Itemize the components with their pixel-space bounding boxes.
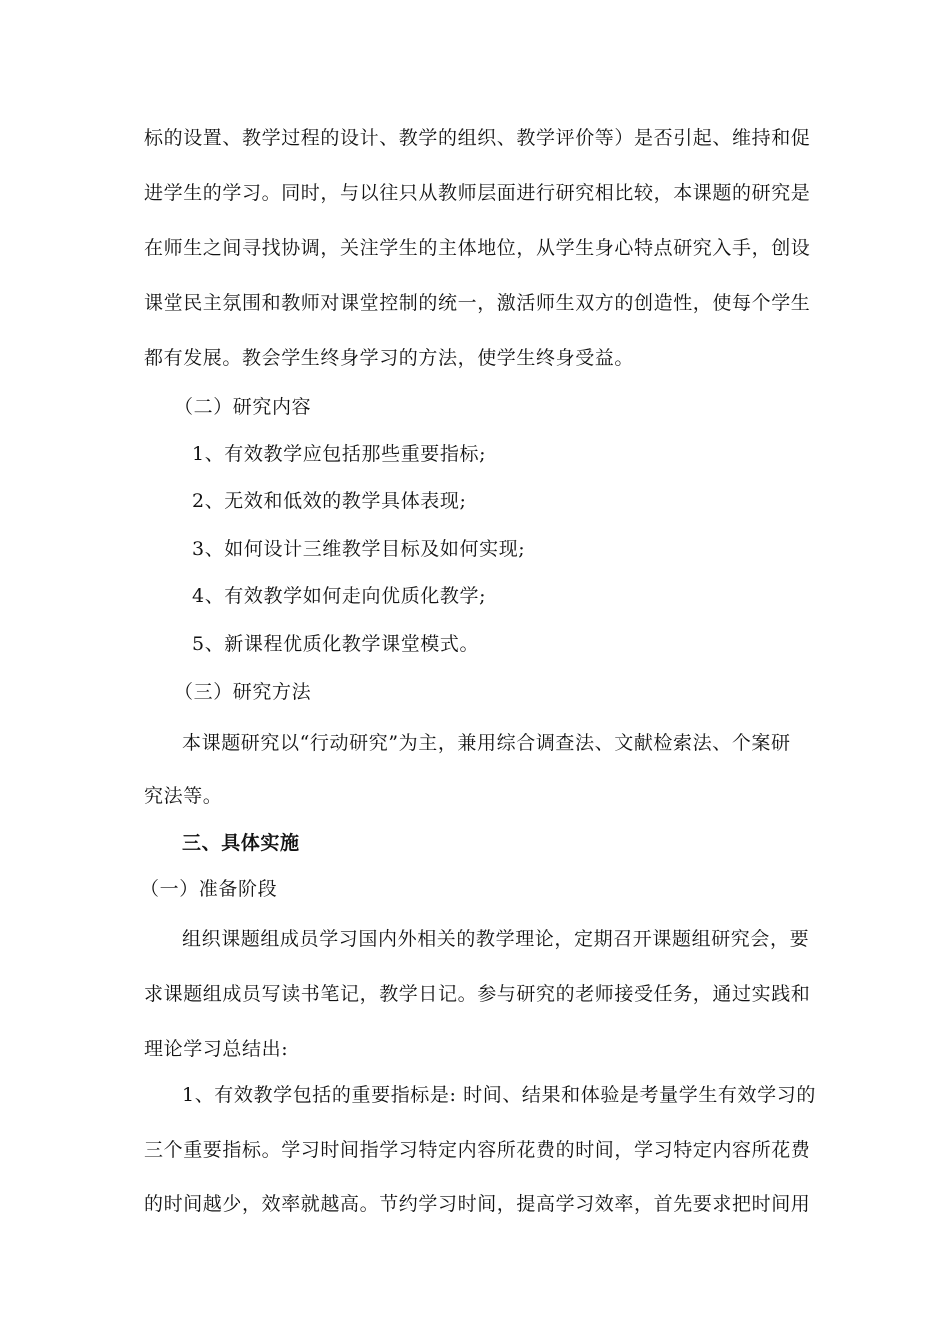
paragraph-prep-line: 求课题组成员写读书笔记，教学日记。参与研究的老师接受任务，通过实践和 xyxy=(144,983,811,1005)
paragraph-intro-line: 都有发展。教会学生终身学习的方法，使学生终身受益。 xyxy=(144,347,635,369)
research-content-item: 3、如何设计三维教学目标及如何实现; xyxy=(192,538,526,560)
paragraph-method-line: 本课题研究以“行动研究”为主，兼用综合调查法、文献检索法、个案研 xyxy=(182,732,791,754)
research-content-item: 2、无效和低效的教学具体表现; xyxy=(192,490,467,512)
paragraph-method-line: 究法等。 xyxy=(144,785,223,807)
heading-prep-stage: （一）准备阶段 xyxy=(140,878,278,900)
paragraph-indicators-line: 的时间越少，效率就越高。节约学习时间，提高学习效率，首先要求把时间用 xyxy=(144,1193,811,1215)
paragraph-prep-line: 理论学习总结出: xyxy=(144,1038,289,1060)
research-content-item: 5、新课程优质化教学课堂模式。 xyxy=(192,633,480,655)
heading-research-content: （二）研究内容 xyxy=(174,396,312,418)
paragraph-intro-line: 课堂民主氛围和教师对课堂控制的统一，激活师生双方的创造性，使每个学生 xyxy=(144,292,811,314)
research-content-item: 1、有效教学应包括那些重要指标; xyxy=(192,443,487,465)
heading-research-method: （三）研究方法 xyxy=(174,681,312,703)
section-heading: 三、具体实施 xyxy=(182,832,300,854)
paragraph-intro-line: 标的设置、教学过程的设计、教学的组织、教学评价等）是否引起、维持和促 xyxy=(144,127,811,149)
paragraph-indicators-line: 三个重要指标。学习时间指学习特定内容所花费的时间，学习特定内容所花费 xyxy=(144,1139,811,1161)
research-content-item: 4、有效教学如何走向优质化教学; xyxy=(192,585,487,607)
paragraph-intro-line: 进学生的学习。同时，与以往只从教师层面进行研究相比较，本课题的研究是 xyxy=(144,182,811,204)
paragraph-intro-line: 在师生之间寻找协调，关注学生的主体地位，从学生身心特点研究入手，创设 xyxy=(144,237,811,259)
paragraph-prep-line: 组织课题组成员学习国内外相关的教学理论，定期召开课题组研究会，要 xyxy=(182,928,810,950)
paragraph-indicators-line: 1、有效教学包括的重要指标是: 时间、结果和体验是考量学生有效学习的 xyxy=(182,1084,816,1106)
